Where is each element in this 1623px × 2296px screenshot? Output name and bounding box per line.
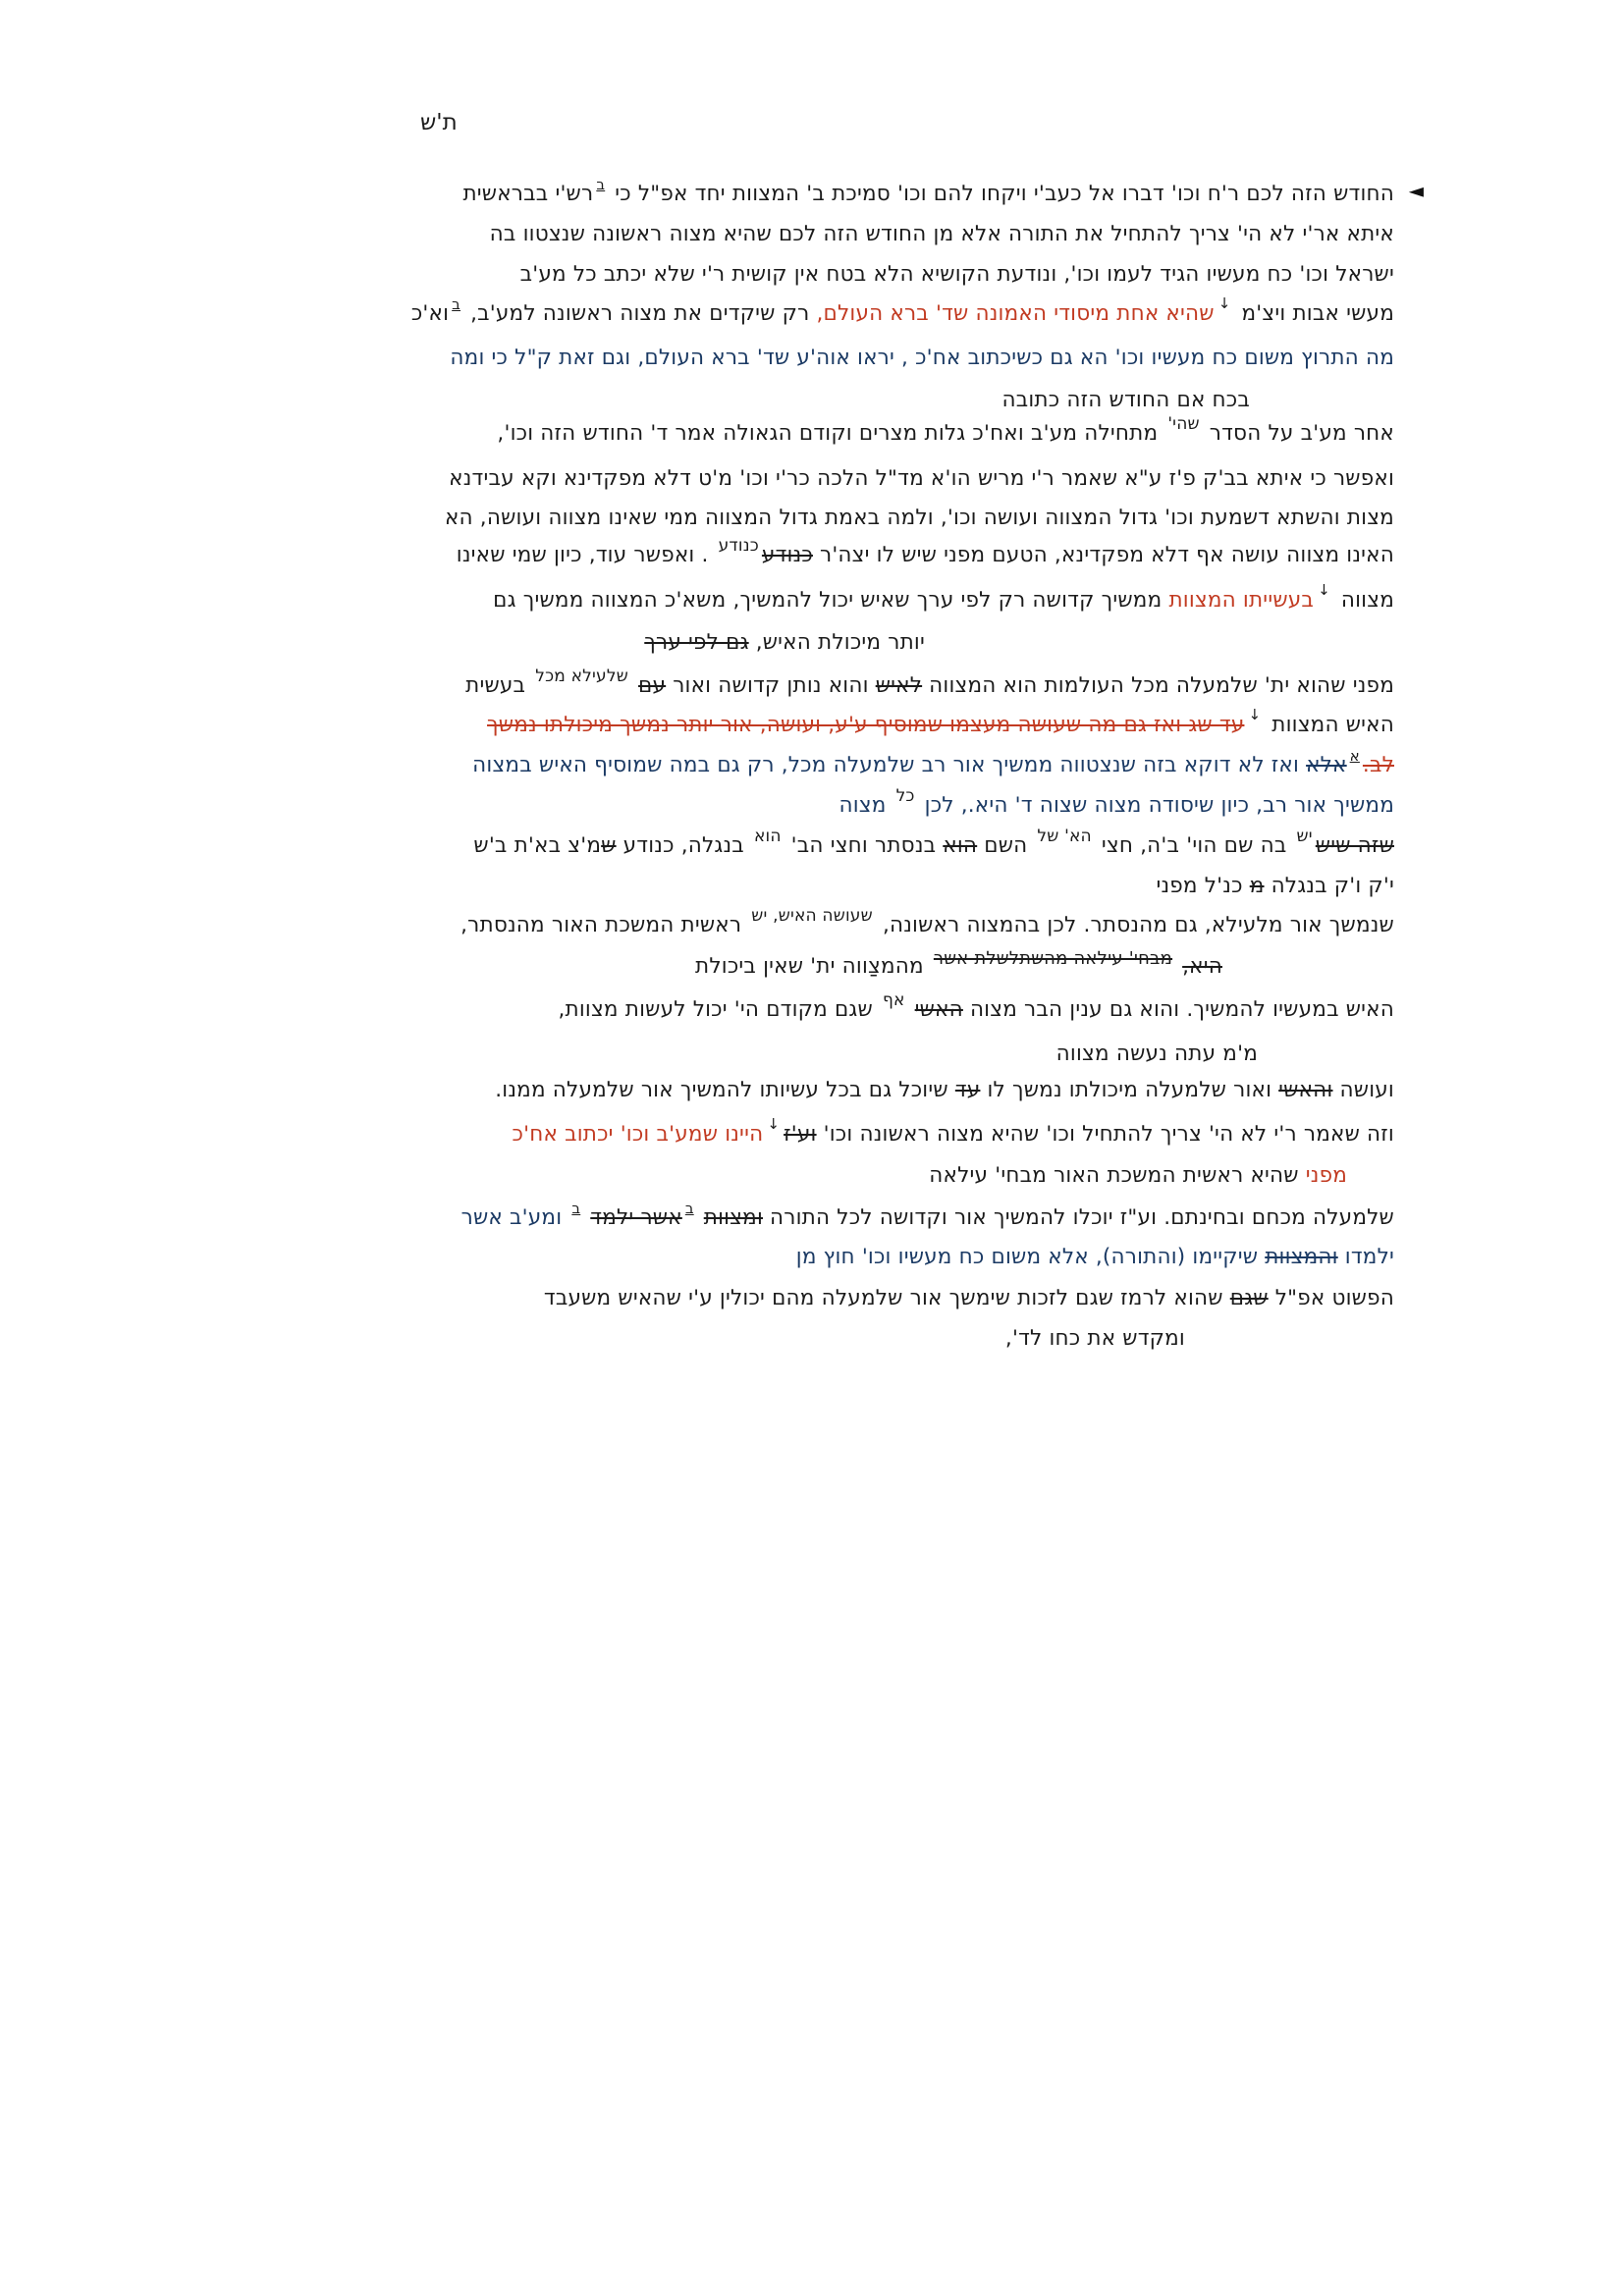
text-segment: מהמצַווה ית' שאין ביכולת <box>695 954 931 979</box>
text-line <box>520 260 1394 290</box>
text-line <box>644 628 925 658</box>
text-segment: ואז לא דוקא בזה שנצטווה ממשיך אור רב שלמעלה מכל, רק גם במה שמוסיף האיש במצוה <box>472 753 1307 777</box>
text-segment: בעשית <box>465 673 533 698</box>
text-segment: האינו מצווה עושה אף דלא מפקדינא, הטעם מפני שיש לו יצה'ר <box>812 543 1394 567</box>
text-segment: לאיש <box>875 673 923 698</box>
text-segment: רק שיקדים את מצוה ראשונה למע'ב, <box>463 301 817 326</box>
text-segment: א <box>1349 747 1360 765</box>
text-segment: מבחי' עילאה מהשתלשלת אשר <box>933 948 1173 969</box>
text-segment: . ואפשר עוד, כיון שמי שאינו <box>456 543 716 567</box>
text-line <box>497 414 1394 450</box>
text-segment: שזה שיש <box>1315 833 1394 858</box>
text-segment: בכח אם החודש הזה כתובה <box>1001 388 1250 412</box>
text-segment: מעשי אבות ויצ'מ <box>1234 301 1394 326</box>
text-line <box>449 464 1394 494</box>
text-line <box>512 1115 1394 1150</box>
text-segment: ואפשר כי איתא בב'ק פ'ז ע"א שאמר ר'י מריש הו'א מד"ל הלכה כר'י וכו' מ'ט דלא מפקדינא וקא עבידנא <box>449 466 1394 491</box>
insertion-arrow-icon: ↓ <box>1318 581 1330 599</box>
text-segment: בנסתר וחצי הב' <box>784 833 944 858</box>
insertion-arrow-icon: ↓ <box>767 1115 781 1133</box>
text-segment: האיש במעשיו להמשיך. והוא גם ענין הבר מצוה <box>962 997 1394 1022</box>
text-segment: היינו שמע'ב וכו' יכתוב אח'כ <box>512 1122 764 1147</box>
text-line <box>558 990 1395 1026</box>
text-segment: ב <box>684 1200 694 1217</box>
text-line <box>456 536 1394 571</box>
text-segment: הא' של <box>1037 827 1092 846</box>
text-segment: עם <box>638 673 667 698</box>
text-segment: מצות והשתא דשמעת וכו' גדול המצווה ועושה וכו', ולמה באמת גדול המצווה ממי שאינו מצווה ועושה, הא <box>444 506 1394 530</box>
text-segment: החודש הזה לכם ר'ח וכו' דברו אל כעב'י ויקחו להם וכו' סמיכת ב' המצוות יחד אפ"ל כי <box>608 182 1394 206</box>
text-segment: שנמשך אור מלעילא, גם מהנסתר. לכן בהמצוה ראשונה, <box>875 913 1394 937</box>
text-segment: שהי' <box>1167 414 1200 434</box>
text-line <box>460 906 1394 941</box>
text-segment: אחר מע'ב על הסדר <box>1202 421 1394 446</box>
text-line <box>487 706 1394 741</box>
text-segment: שגם מקודם הי' יכול לעשות מצוות, <box>558 997 880 1022</box>
text-segment: וע'ז <box>784 1122 817 1147</box>
text-segment: איתא אר'י לא הי' צריך להתחיל את התורה אלא מן החודש הזה לכם שהיא מצוה ראשונה שנצטוו בה <box>489 222 1394 246</box>
text-segment: שהוא לרמז שגם לזכות שימשך אור שלמעלה מהם יכולין ע'י שהאיש משעבד <box>543 1286 1230 1310</box>
text-segment: גם לפי ערך <box>644 630 749 655</box>
text-segment: והמצוות <box>1265 1245 1338 1269</box>
text-line <box>544 1284 1394 1313</box>
text-line <box>929 1161 1347 1191</box>
text-segment: כנ'ל מפני <box>1156 874 1250 898</box>
text-line <box>472 747 1394 781</box>
text-segment <box>631 673 638 698</box>
text-segment: ש <box>601 833 617 858</box>
text-segment: ממשיך אור רב, כיון שיסודה מצוה שצוה ד' היא., לכן <box>917 793 1394 818</box>
text-segment: ועושה <box>1332 1078 1394 1102</box>
text-segment: רש'י בבראשית <box>462 182 594 206</box>
text-line <box>465 667 1394 702</box>
text-segment: אלא <box>1306 753 1347 777</box>
text-segment: ילמדו <box>1337 1245 1394 1269</box>
text-line <box>1005 1324 1185 1354</box>
text-segment: ומקדש את כחו לד', <box>1004 1326 1185 1351</box>
text-segment: לב. <box>1362 753 1394 777</box>
text-segment: אף <box>882 990 905 1010</box>
text-segment: ואור שלמעלה מיכולתו נמשך לו <box>980 1078 1279 1102</box>
text-segment <box>908 997 915 1022</box>
insertion-arrow-icon: ↓ <box>1217 294 1231 312</box>
text-segment: ב <box>452 295 461 313</box>
text-segment: הוא <box>753 827 782 846</box>
text-segment: האיש המצוות <box>1265 713 1394 737</box>
text-segment: הוא <box>943 833 978 858</box>
text-segment: מתחילה מע'ב ואח'כ גלות מצרים וקודם הגאולה אמר ד' החודש הזה וכו', <box>497 421 1165 446</box>
text-segment: שלעילא מכל <box>535 667 628 686</box>
text-segment: והאשי <box>1278 1078 1333 1102</box>
text-line <box>1001 386 1250 415</box>
text-segment: שעושה האיש, יש <box>751 906 873 926</box>
text-segment: ומצוות <box>703 1205 763 1230</box>
text-segment: היא, <box>1182 954 1222 979</box>
text-segment: שיוכל גם בכל עשיותו להמשיך אור שלמעלה ממנו. <box>495 1078 955 1102</box>
text-line <box>695 948 1222 983</box>
text-segment: ב <box>571 1200 581 1217</box>
text-segment: מפני <box>1305 1163 1347 1188</box>
text-segment: בעשייתו המצוות <box>1168 588 1315 613</box>
text-segment: עד <box>954 1078 981 1102</box>
text-line <box>495 1076 1394 1105</box>
text-segment: כנודע <box>718 536 759 556</box>
text-segment <box>697 1205 704 1230</box>
text-line <box>450 344 1394 373</box>
text-segment: כנודע <box>761 543 813 567</box>
text-segment: אשר ילמד <box>590 1205 682 1230</box>
text-line <box>839 786 1394 822</box>
text-segment: מפני שהוא ית' שלמעלה מכל העולמות הוא המצווה <box>922 673 1394 698</box>
text-line <box>445 504 1394 533</box>
text-line <box>493 581 1394 616</box>
text-line <box>460 1200 1394 1234</box>
text-line <box>462 176 1394 210</box>
text-segment: מ'מ עתה נעשה מצווה <box>1055 1041 1258 1066</box>
text-line <box>473 827 1394 862</box>
text-line <box>796 1243 1394 1272</box>
text-segment: ראשית המשכת האור מהנסתר, <box>460 913 749 937</box>
section-marker-icon: ◄ <box>1408 179 1424 202</box>
text-segment: שיקיימו (והתורה), אלא משום כח מעשיו וכו' חוץ מן <box>795 1245 1266 1269</box>
text-segment: והוא נותן קדושה ואור <box>666 673 876 698</box>
text-segment: בנגלה, כנודע <box>616 833 751 858</box>
text-segment: ממשיך קדושה רק לפי ערך שאיש יכול להמשיך, משא'כ המצווה ממשיך גם <box>493 588 1169 613</box>
text-line <box>490 220 1394 249</box>
text-segment: הפשוט אפ"ל <box>1268 1286 1394 1310</box>
text-segment: מה התרוץ משום כח מעשיו וכו' הא גם כשיכתוב אח'כ , יראו אוה'ע שד' ברא העולם, וגם זאת ק"ל כי ומה <box>450 346 1394 370</box>
text-segment: וזה שאמר ר'י לא הי' צריך להתחיל וכו' שהיא מצוה ראשונה וכו' <box>816 1122 1394 1147</box>
text-segment: מצווה <box>1333 588 1394 613</box>
insertion-arrow-icon: ↓ <box>1248 706 1262 723</box>
text-segment <box>562 1205 568 1230</box>
text-segment: שהיא אחת מיסודי האמונה שד' ברא העולם, <box>816 301 1215 326</box>
text-segment: ב <box>596 176 606 193</box>
text-segment: י'ק ו'ק בנגלה <box>1264 874 1394 898</box>
text-segment: מ <box>1249 874 1265 898</box>
page-header-mark: ת'ש <box>420 110 458 135</box>
text-segment: בה שם הוי' ב'ה, חצי <box>1094 833 1294 858</box>
text-segment: וא'כ <box>410 301 450 326</box>
text-segment: שהיא ראשית המשכת האור מבחי' עילאה <box>929 1163 1306 1188</box>
text-segment: מ'צ בא'ת ב'ש <box>473 833 602 858</box>
text-line <box>1156 872 1394 901</box>
text-segment: השם <box>977 833 1035 858</box>
text-segment: ומע'ב אשר <box>460 1205 563 1230</box>
text-segment: שלמעלה מכחם ובחינתם. וע"ז יוכלו להמשיך אור וקדושה לכל התורה <box>763 1205 1394 1230</box>
text-segment: עד שג ואז גם מה שעושה מעצמו שמוסיף ע'ע, ועושה, אור יותר נמשך מיכולתו נמשך <box>487 713 1245 737</box>
text-segment: שגם <box>1229 1286 1269 1310</box>
text-segment: יותר מיכולת האיש, <box>748 630 925 655</box>
text-segment: יש <box>1296 827 1313 846</box>
text-line <box>1056 1040 1258 1069</box>
text-line <box>410 294 1394 330</box>
text-segment: ישראל וכו' כח מעשיו הגיד לעמו וכו', ונודעת הקושיא הלא בטח אין קושית ר'י שלא יכתב כל מע'ב <box>519 262 1394 287</box>
text-segment: כל <box>895 786 915 806</box>
text-segment: מצוה <box>839 793 893 818</box>
text-segment: האשי <box>914 997 963 1022</box>
